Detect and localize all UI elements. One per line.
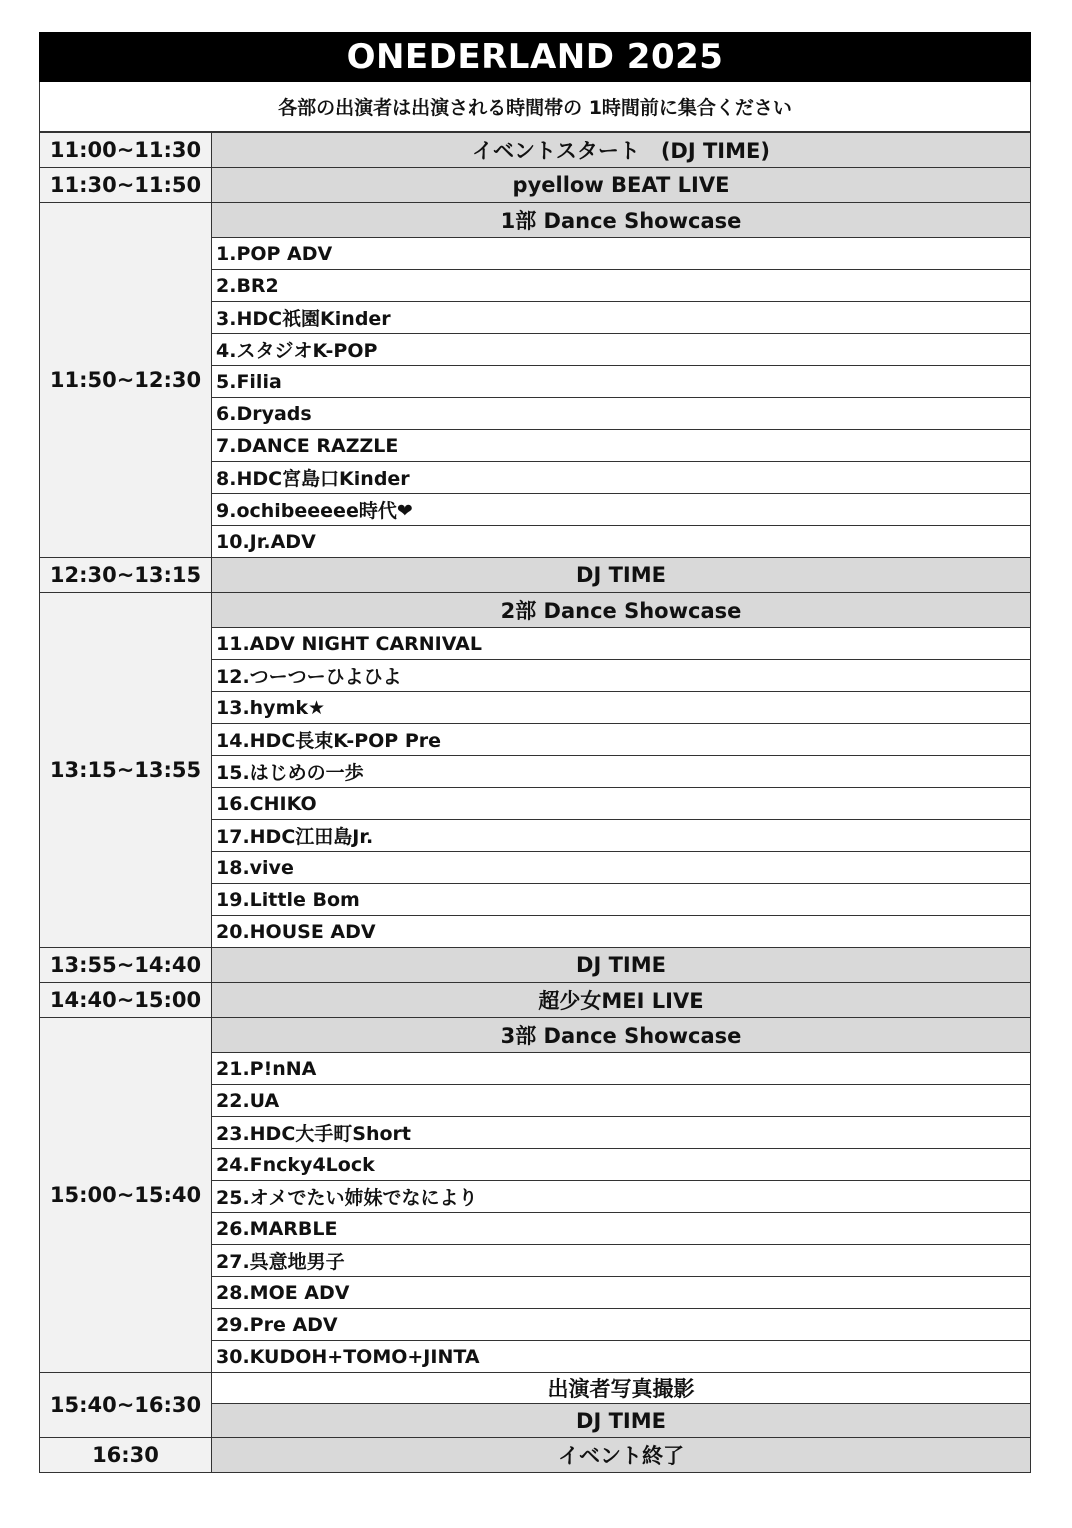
act-item: 13.hymk★ [212, 692, 1031, 724]
schedule-row [40, 1373, 1031, 1404]
time-cell: 15:00~15:40 [40, 1018, 212, 1373]
act-item: 9.ochibeeeee時代❤ [212, 494, 1031, 526]
schedule-table [39, 132, 1031, 1473]
act-item: 29.Pre ADV [212, 1309, 1031, 1341]
act-item: 11.ADV NIGHT CARNIVAL [212, 628, 1031, 660]
event-cell: 出演者写真撮影 [212, 1373, 1031, 1404]
act-item: 1.POP ADV [212, 238, 1031, 270]
event-cell: DJ TIME [212, 948, 1031, 983]
schedule-row [40, 593, 1031, 628]
schedule-row [40, 1018, 1031, 1053]
act-item: 3.HDC祇園Kinder [212, 302, 1031, 334]
act-item: 30.KUDOH+TOMO+JINTA [212, 1341, 1031, 1373]
time-cell: 11:00~11:30 [40, 133, 212, 168]
showcase-header: 1部 Dance Showcase [212, 203, 1031, 238]
schedule-row [40, 948, 1031, 983]
event-cell: DJ TIME [212, 558, 1031, 593]
time-cell: 13:15~13:55 [40, 593, 212, 948]
act-item: 7.DANCE RAZZLE [212, 430, 1031, 462]
act-item: 12.つーつーひよひよ [212, 660, 1031, 692]
time-cell: 12:30~13:15 [40, 558, 212, 593]
schedule-sheet [39, 32, 1031, 1473]
act-item: 27.呉意地男子 [212, 1245, 1031, 1277]
act-item: 8.HDC宮島口Kinder [212, 462, 1031, 494]
schedule-row [40, 168, 1031, 203]
act-item: 6.Dryads [212, 398, 1031, 430]
act-item: 20.HOUSE ADV [212, 916, 1031, 948]
event-cell: 超少女MEI LIVE [212, 983, 1031, 1018]
act-item: 19.Little Bom [212, 884, 1031, 916]
schedule-row [40, 1438, 1031, 1473]
act-item: 4.スタジオK-POP [212, 334, 1031, 366]
act-item: 17.HDC江田島Jr. [212, 820, 1031, 852]
event-cell: DJ TIME [212, 1404, 1031, 1438]
event-cell: pyellow BEAT LIVE [212, 168, 1031, 203]
time-cell: 15:40~16:30 [40, 1373, 212, 1438]
showcase-header: 3部 Dance Showcase [212, 1018, 1031, 1053]
act-item: 15.はじめの一歩 [212, 756, 1031, 788]
page-title: ONEDERLAND 2025 [39, 32, 1031, 82]
time-cell: 13:55~14:40 [40, 948, 212, 983]
schedule-row [40, 133, 1031, 168]
schedule-row [40, 983, 1031, 1018]
act-item: 5.Filia [212, 366, 1031, 398]
assembly-notice: 各部の出演者は出演される時間帯の 1時間前に集合ください [39, 82, 1031, 132]
act-item: 28.MOE ADV [212, 1277, 1031, 1309]
act-item: 10.Jr.ADV [212, 526, 1031, 558]
time-cell: 16:30 [40, 1438, 212, 1473]
time-cell: 11:30~11:50 [40, 168, 212, 203]
act-item: 16.CHIKO [212, 788, 1031, 820]
time-cell: 11:50~12:30 [40, 203, 212, 558]
act-item: 18.vive [212, 852, 1031, 884]
act-item: 24.Fncky4Lock [212, 1149, 1031, 1181]
act-item: 25.オメでたい姉妹でなにより [212, 1181, 1031, 1213]
event-cell: イベント終了 [212, 1438, 1031, 1473]
event-cell: イベントスタート (DJ TIME) [212, 133, 1031, 168]
act-item: 22.UA [212, 1085, 1031, 1117]
schedule-row [40, 203, 1031, 238]
act-item: 23.HDC大手町Short [212, 1117, 1031, 1149]
time-cell: 14:40~15:00 [40, 983, 212, 1018]
act-item: 2.BR2 [212, 270, 1031, 302]
showcase-header: 2部 Dance Showcase [212, 593, 1031, 628]
act-item: 26.MARBLE [212, 1213, 1031, 1245]
act-item: 14.HDC長束K-POP Pre [212, 724, 1031, 756]
schedule-row [40, 558, 1031, 593]
act-item: 21.P!nNA [212, 1053, 1031, 1085]
